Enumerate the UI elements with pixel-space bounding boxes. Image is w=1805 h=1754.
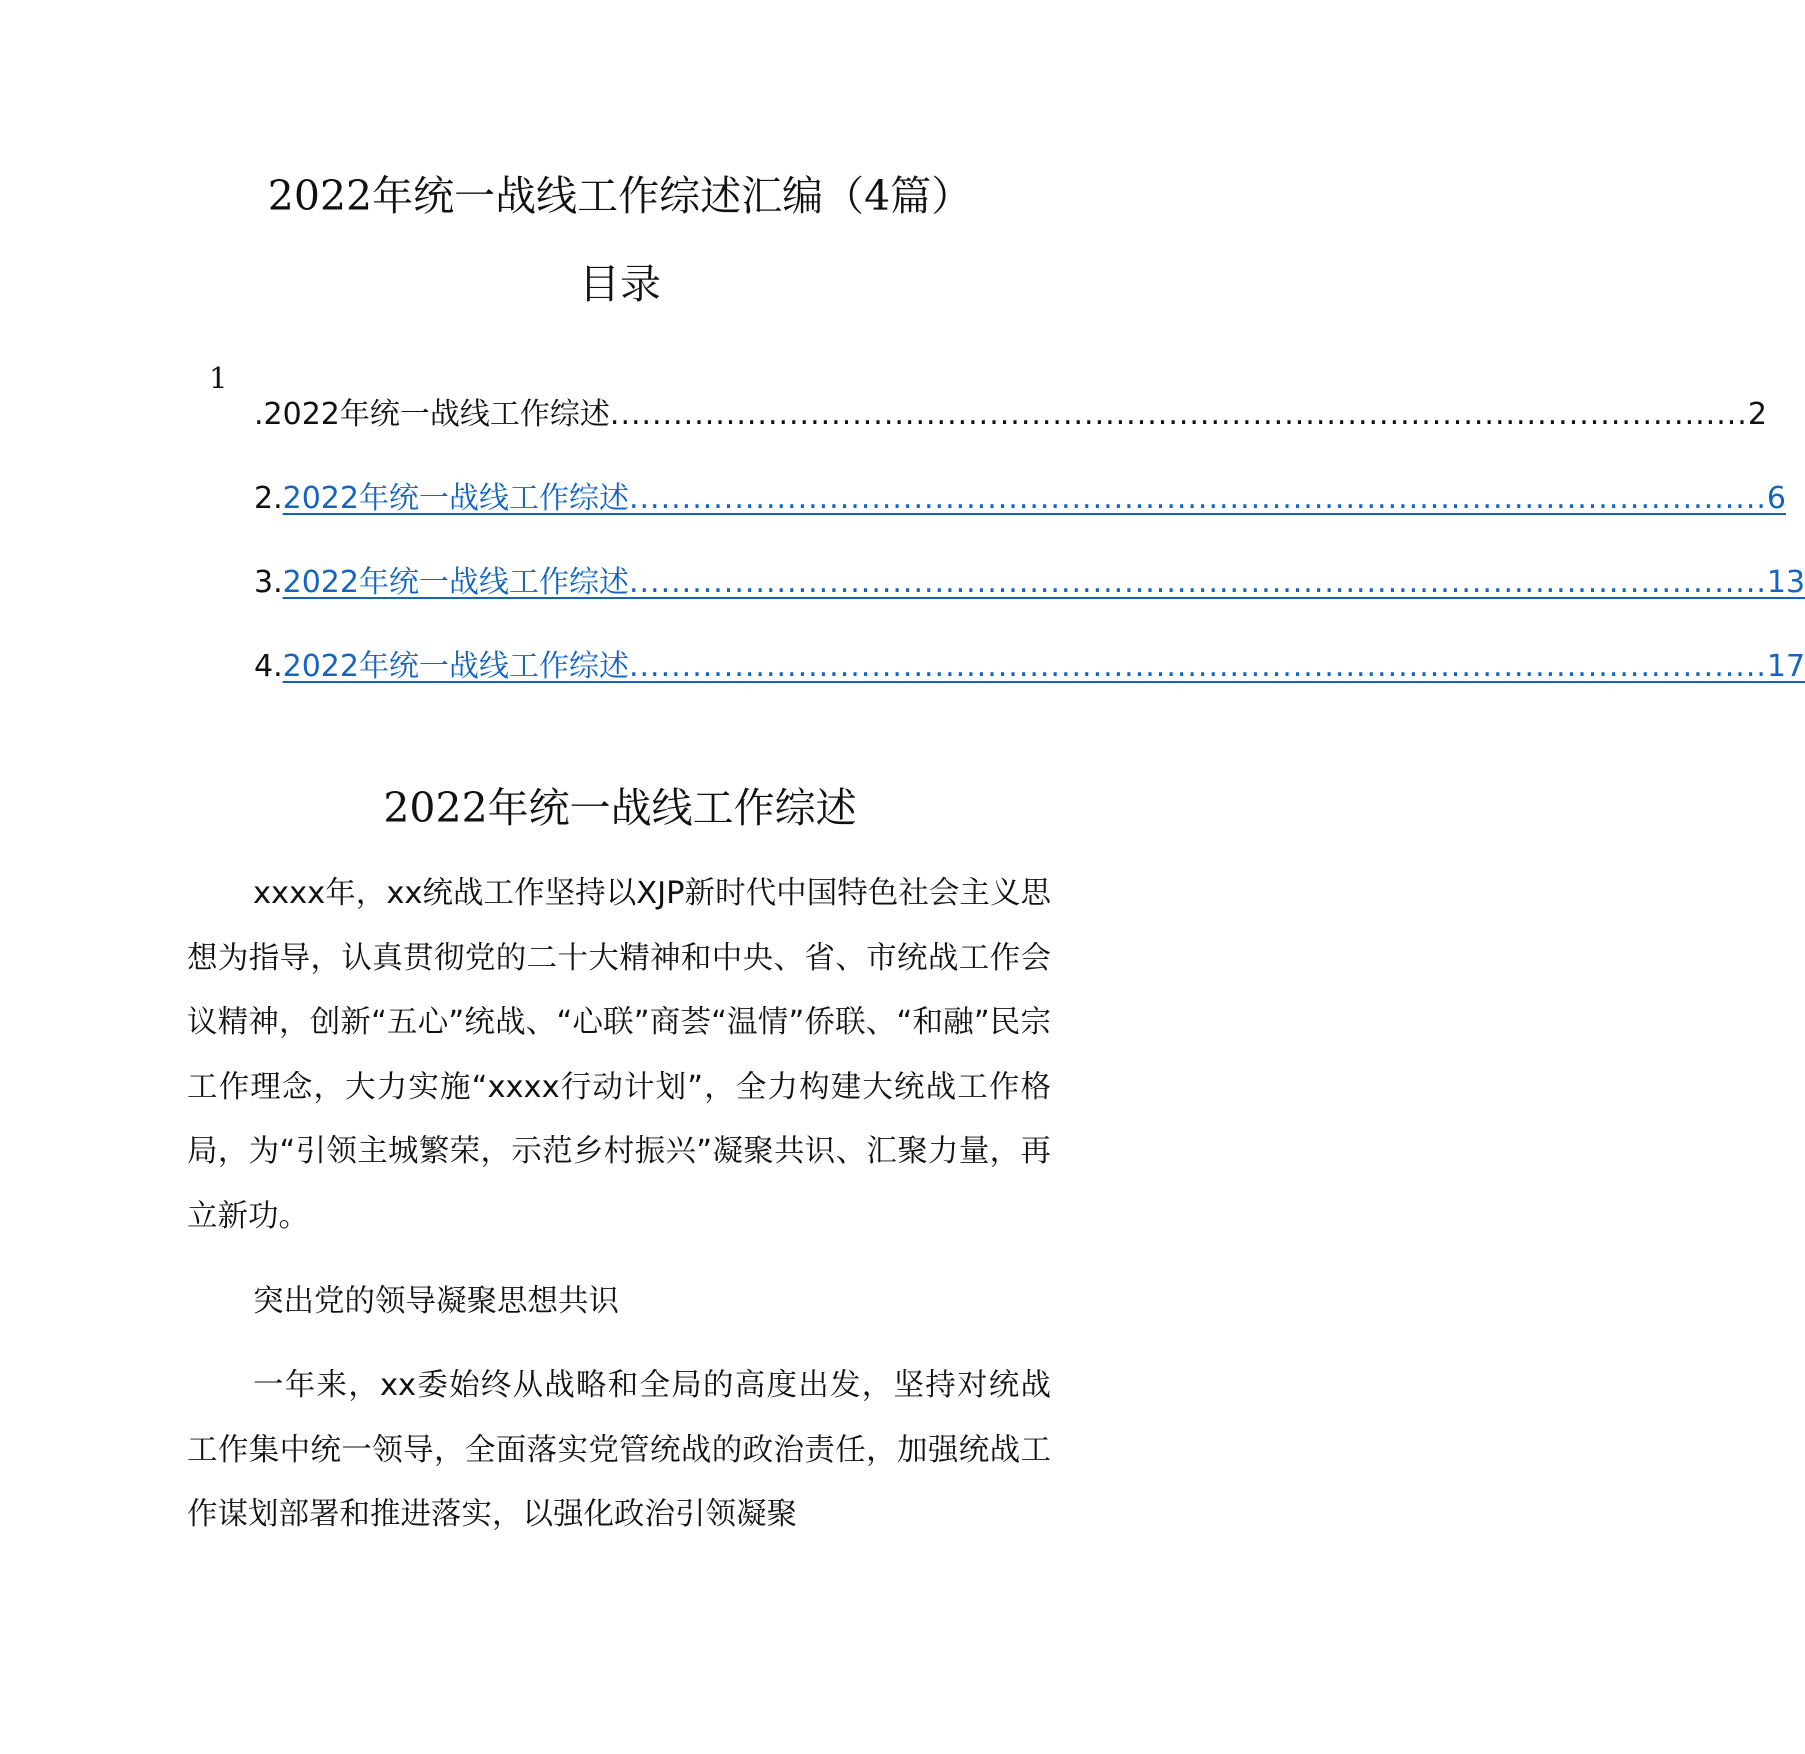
article-title: 2022年统一战线工作综述 (383, 784, 857, 832)
page-marker: 1 (209, 361, 228, 395)
section-subheading: 突出党的领导凝聚思想共识 (253, 1284, 619, 1319)
toc-item-label: 2022年统一战线工作综述 (263, 397, 610, 432)
toc-heading: 目录 (579, 260, 661, 308)
toc-dot-leader: ............................................................................................................ (628, 649, 1767, 684)
toc-item-label: 2022年统一战线工作综述 (282, 481, 629, 516)
paragraph-text: 一年来，xx委始终从战略和全局的高度出发，坚持对统战工作集中统一领导，全面落实党管统战的政治责任，加强统战工作谋划部署和推进落实，以强化政治引领凝聚 (187, 1368, 1051, 1532)
toc-item-page: 2 (1747, 397, 1767, 432)
toc-dot-leader: ............................................................................................................ (609, 397, 1748, 432)
toc-item-number: 3. (254, 565, 283, 600)
toc-item-number: 2. (254, 481, 283, 516)
toc-dot-leader: ............................................................................................................ (628, 481, 1767, 516)
toc-item-link[interactable] (283, 476, 1786, 522)
paragraph-text: xxxx年，xx统战工作坚持以XJP新时代中国特色社会主义思想为指导，认真贯彻党的二十大精神和中央、省、市统战工作会议精神，创新“五心”统战、“心联”商荟“温情”侨联、“和融”民宗工作理念，大力实施“xxxx行动计划”，全力构建大统战工作格局，为“引领主城繁荣，示范乡村振兴”凝聚共识、汇聚力量，再立新功。 (187, 876, 1051, 1234)
toc-item-1 (254, 392, 1767, 438)
toc-item-label: 2022年统一战线工作综述 (282, 649, 629, 684)
toc-item-2[interactable] (254, 476, 1786, 522)
toc-item-label: 2022年统一战线工作综述 (282, 565, 629, 600)
toc-item-link[interactable] (283, 560, 1805, 606)
toc-item-page: 6 (1766, 481, 1786, 516)
toc-dot-leader: ............................................................................................................ (628, 565, 1767, 600)
toc-item-4[interactable] (254, 644, 1805, 690)
toc-item-page: 17 (1766, 649, 1805, 684)
toc-item-number: 4. (254, 649, 283, 684)
document-title: 2022年统一战线工作综述汇编（4篇） (267, 172, 973, 220)
toc-item-text (264, 392, 1767, 438)
body-paragraph-2 (187, 1354, 1051, 1548)
toc-item-number: . (254, 397, 264, 432)
toc-item-3[interactable] (254, 560, 1805, 606)
toc-item-page: 13 (1766, 565, 1805, 600)
toc-item-link[interactable] (283, 644, 1805, 690)
body-paragraph-1 (187, 862, 1051, 1249)
